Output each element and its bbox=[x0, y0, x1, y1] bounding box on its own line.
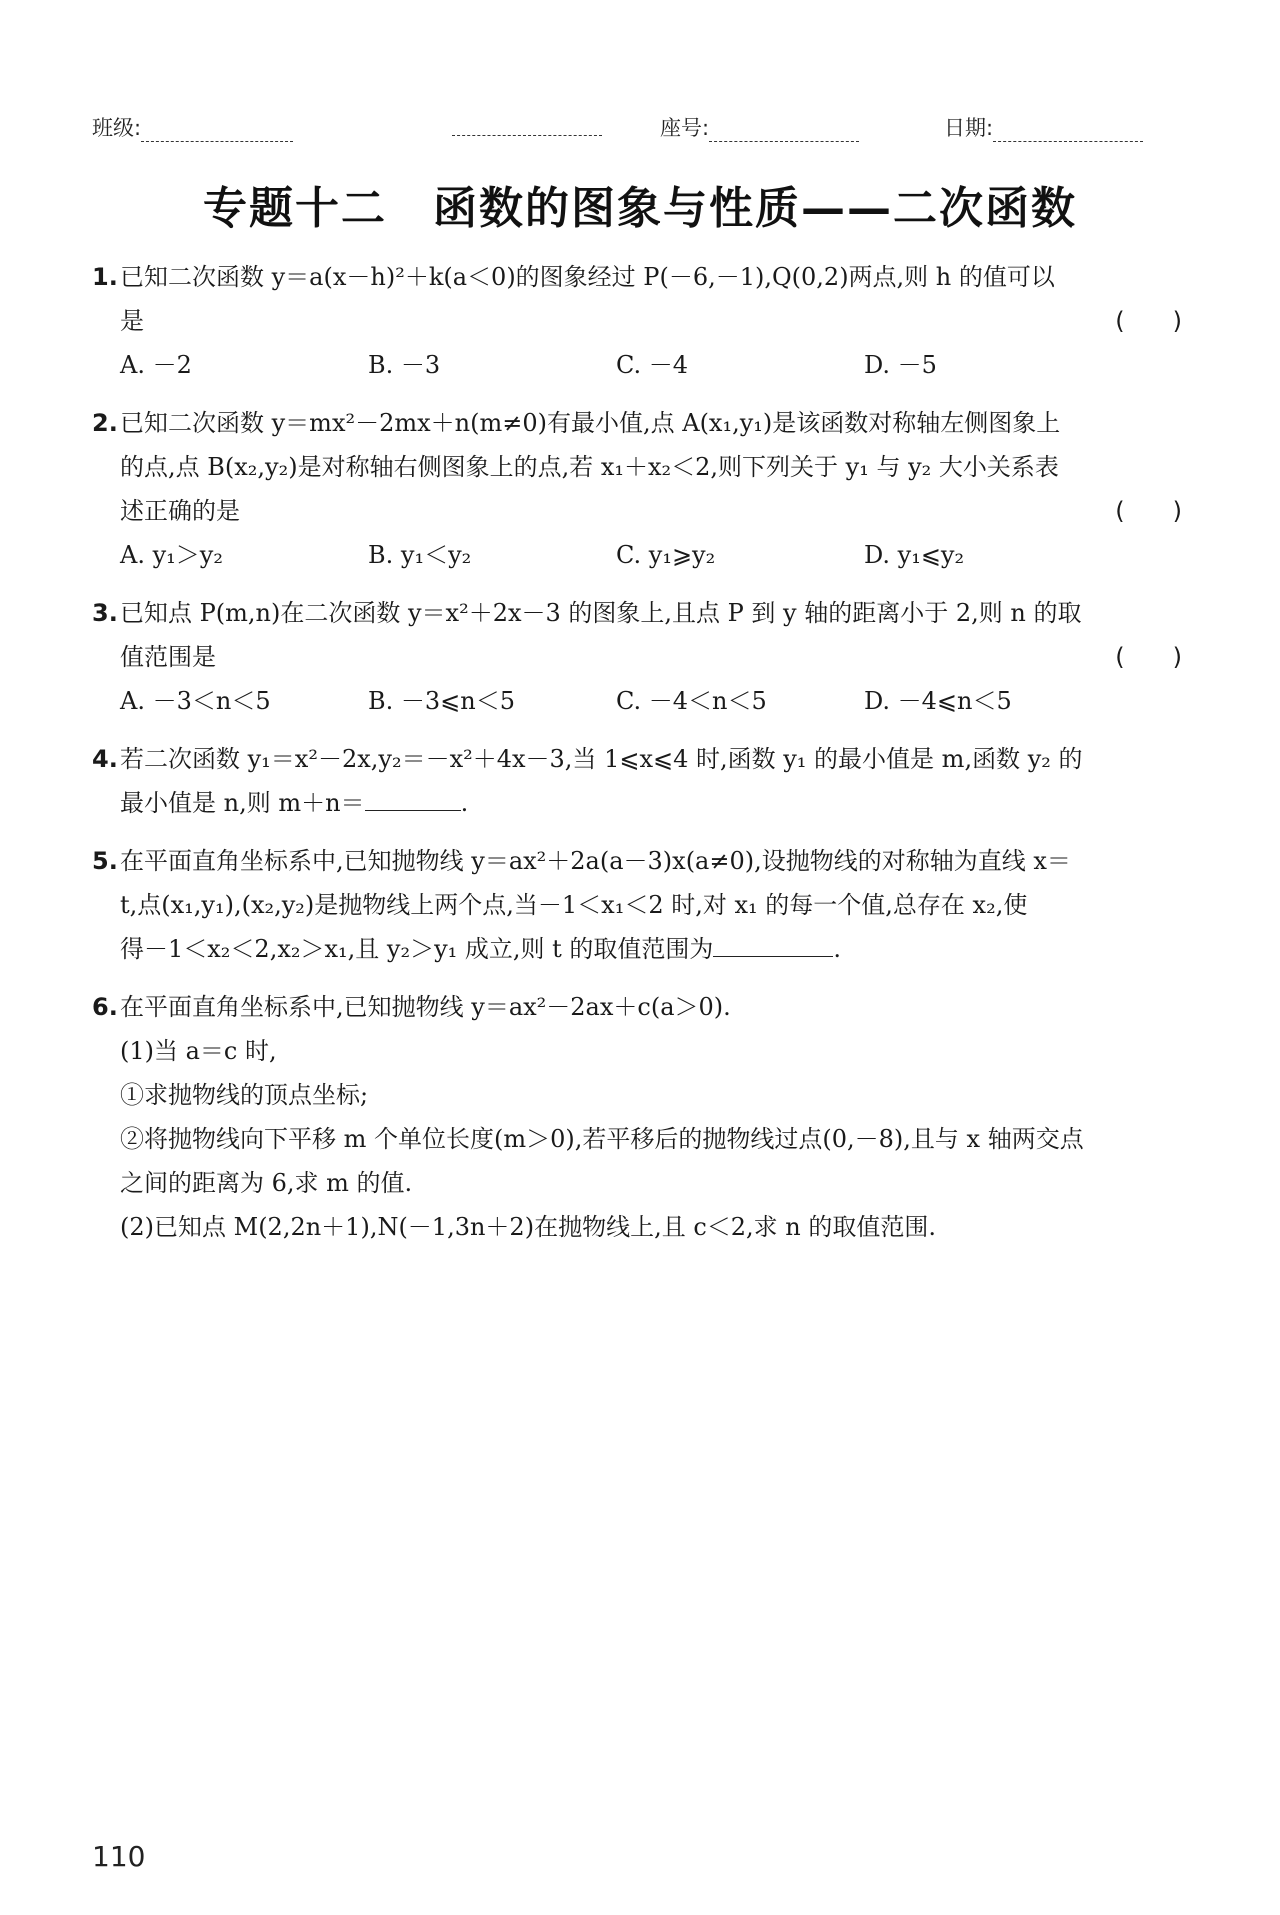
question-text-line: (2)已知点 M(2,2n＋1),N(－1,3n＋2)在抛物线上,且 c＜2,求 n 的取值范围. bbox=[120, 1213, 937, 1241]
question-text-line: 已知二次函数 y＝a(x－h)²＋k(a＜0)的图象经过 P(－6,－1),Q(0,2)两点,则 h 的值可以 bbox=[120, 263, 1055, 291]
question-1 bbox=[92, 255, 1182, 387]
question-number: 3. bbox=[92, 599, 118, 627]
question-text-line: 得－1＜x₂＜2,x₂＞x₁,且 y₂＞y₁ 成立,则 t 的取值范围为 bbox=[120, 935, 714, 963]
option-c[interactable]: C. y₁⩾y₂ bbox=[616, 541, 716, 569]
option-d[interactable]: D. y₁⩽y₂ bbox=[864, 541, 965, 569]
question-text-line: ①求抛物线的顶点坐标; bbox=[120, 1081, 369, 1109]
question-text-line: 已知二次函数 y＝mx²－2mx＋n(m≠0)有最小值,点 A(x₁,y₁)是该函数对称轴左侧图象上 bbox=[120, 409, 1061, 437]
seat-field bbox=[660, 112, 859, 142]
question-number: 1. bbox=[92, 263, 118, 291]
question-text-line: 是 bbox=[120, 307, 144, 335]
question-tail: . bbox=[833, 935, 842, 963]
answer-bracket[interactable]: ( ) bbox=[1115, 643, 1182, 671]
question-text-line: 述正确的是 bbox=[120, 497, 240, 525]
question-text-line: 已知点 P(m,n)在二次函数 y＝x²＋2x－3 的图象上,且点 P 到 y 轴的距离小于 2,则 n 的取 bbox=[120, 599, 1082, 627]
option-b[interactable]: B. －3 bbox=[368, 351, 441, 379]
option-a[interactable]: A. －3＜n＜5 bbox=[120, 687, 271, 715]
question-text-line: 在平面直角坐标系中,已知抛物线 y＝ax²＋2a(a－3)x(a≠0),设抛物线的对称轴为直线 x＝ bbox=[120, 847, 1071, 875]
date-field bbox=[944, 112, 1143, 142]
answer-blank[interactable] bbox=[713, 930, 833, 957]
question-text-line: t,点(x₁,y₁),(x₂,y₂)是抛物线上两个点,当－1＜x₁＜2 时,对 x₁ 的每一个值,总存在 x₂,使 bbox=[120, 891, 1028, 919]
question-number: 2. bbox=[92, 409, 118, 437]
options bbox=[92, 679, 1182, 723]
date-label: 日期: bbox=[944, 116, 994, 140]
option-d[interactable]: D. －5 bbox=[864, 351, 937, 379]
page-number: 110 bbox=[92, 1840, 146, 1873]
option-b[interactable]: B. －3⩽n＜5 bbox=[368, 687, 515, 715]
class-label: 班级: bbox=[92, 116, 142, 140]
question-text-line: 之间的距离为 6,求 m 的值. bbox=[120, 1169, 413, 1197]
name-field bbox=[452, 112, 602, 136]
answer-bracket[interactable]: ( ) bbox=[1115, 307, 1182, 335]
question-number: 4. bbox=[92, 745, 118, 773]
header-row bbox=[92, 112, 1172, 148]
seat-label: 座号: bbox=[660, 116, 710, 140]
question-number: 5. bbox=[92, 847, 118, 875]
question-text-line: (1)当 a＝c 时, bbox=[120, 1037, 277, 1065]
question-text-line: ②将抛物线向下平移 m 个单位长度(m＞0),若平移后的抛物线过点(0,－8),且与 x 轴两交点 bbox=[120, 1125, 1084, 1153]
question-5 bbox=[92, 839, 1182, 971]
option-c[interactable]: C. －4＜n＜5 bbox=[616, 687, 767, 715]
questions bbox=[92, 255, 1182, 1263]
question-text-line: 若二次函数 y₁＝x²－2x,y₂＝－x²＋4x－3,当 1⩽x⩽4 时,函数 y₁ 的最小值是 m,函数 y₂ 的 bbox=[120, 745, 1083, 773]
question-text-line: 在平面直角坐标系中,已知抛物线 y＝ax²－2ax＋c(a＞0). bbox=[120, 993, 731, 1021]
answer-blank[interactable] bbox=[365, 784, 461, 811]
question-tail: . bbox=[460, 789, 469, 817]
date-blank[interactable] bbox=[993, 121, 1143, 142]
name-blank[interactable] bbox=[452, 115, 602, 136]
question-number: 6. bbox=[92, 993, 118, 1021]
option-b[interactable]: B. y₁＜y₂ bbox=[368, 541, 472, 569]
class-blank[interactable] bbox=[141, 121, 293, 142]
option-c[interactable]: C. －4 bbox=[616, 351, 689, 379]
question-3 bbox=[92, 591, 1182, 723]
option-a[interactable]: A. y₁＞y₂ bbox=[120, 541, 223, 569]
question-text-line: 值范围是 bbox=[120, 643, 216, 671]
answer-bracket[interactable]: ( ) bbox=[1115, 497, 1182, 525]
question-2 bbox=[92, 401, 1182, 577]
options bbox=[92, 533, 1182, 577]
class-field bbox=[92, 112, 293, 142]
question-text-line: 的点,点 B(x₂,y₂)是对称轴右侧图象上的点,若 x₁＋x₂＜2,则下列关于 y₁ 与 y₂ 大小关系表 bbox=[120, 453, 1059, 481]
page-title: 专题十二 函数的图象与性质——二次函数 bbox=[203, 183, 1077, 234]
option-d[interactable]: D. －4⩽n＜5 bbox=[864, 687, 1012, 715]
seat-blank[interactable] bbox=[709, 121, 859, 142]
question-4 bbox=[92, 737, 1182, 825]
question-6 bbox=[92, 985, 1182, 1249]
option-a[interactable]: A. －2 bbox=[120, 351, 192, 379]
question-text-line: 最小值是 n,则 m＋n＝ bbox=[120, 789, 365, 817]
options bbox=[92, 343, 1182, 387]
